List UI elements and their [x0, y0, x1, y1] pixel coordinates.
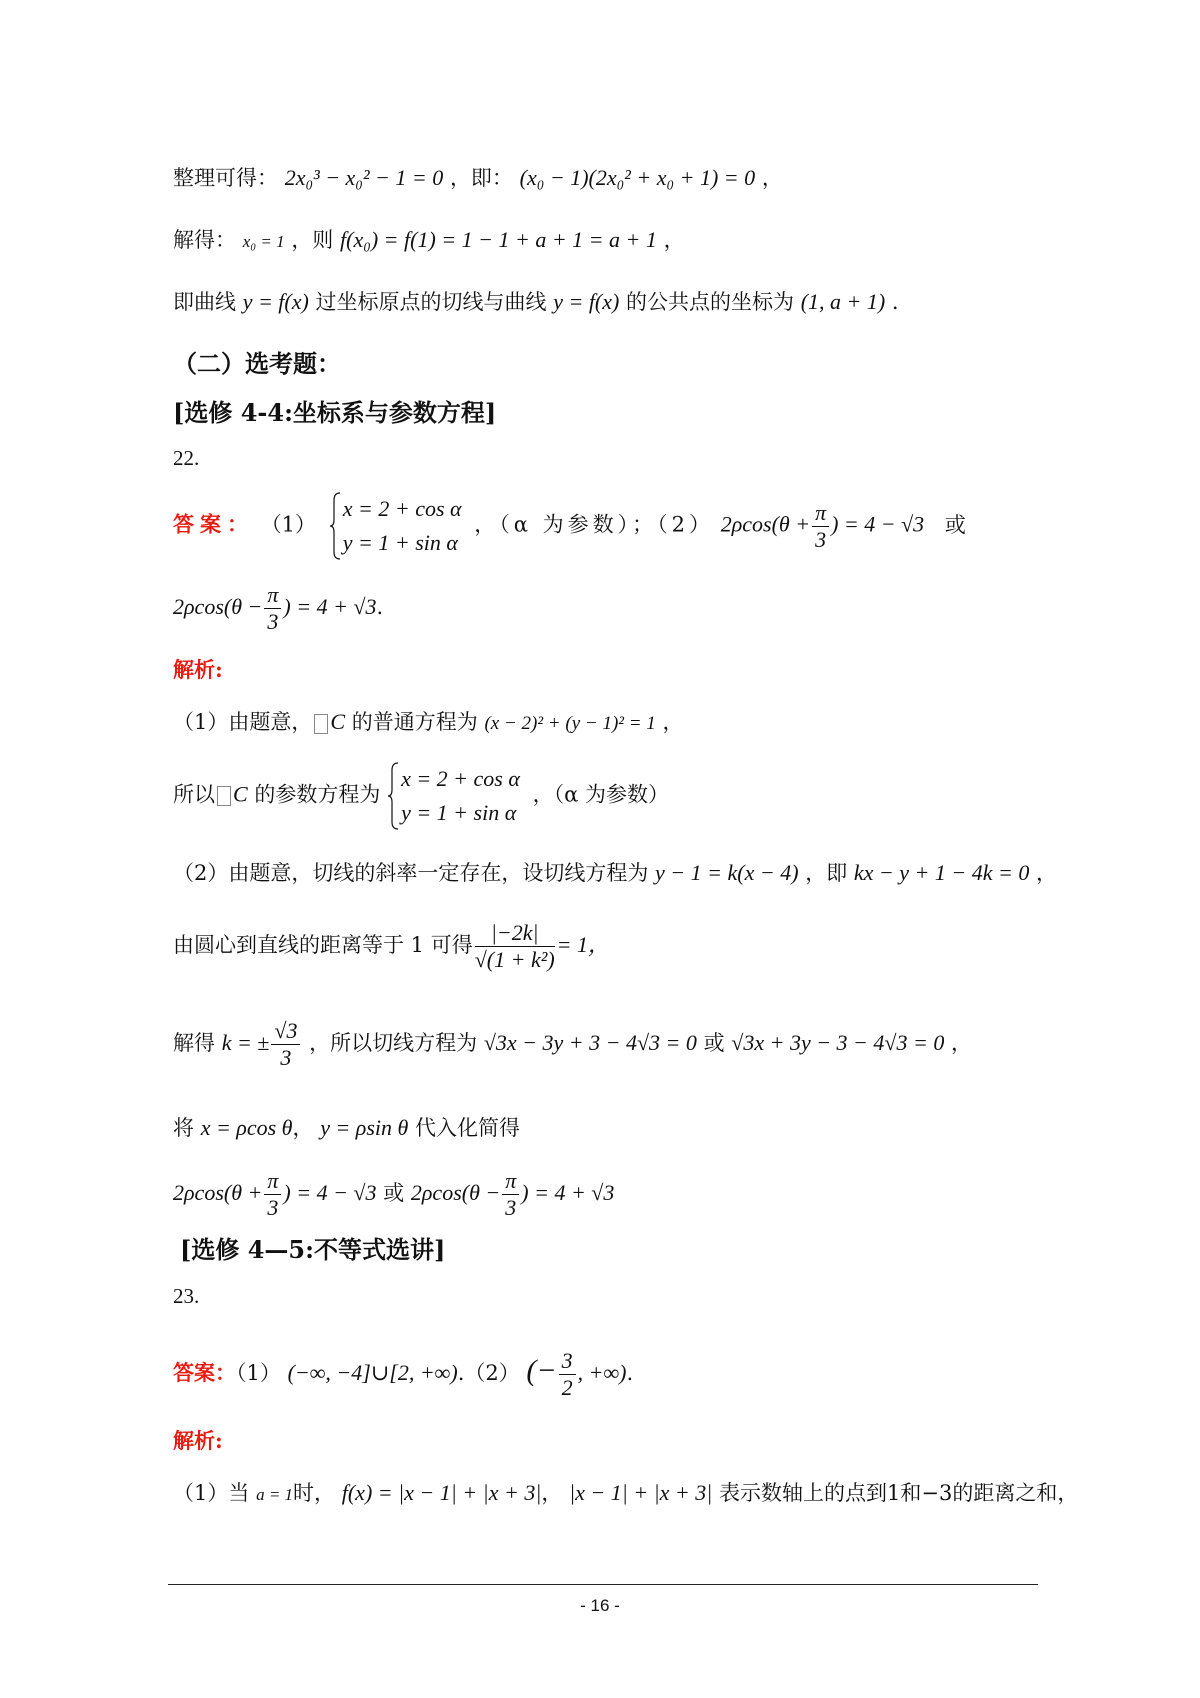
text: ，（α 为参数） — [532, 782, 669, 807]
solution-22-2 — [173, 762, 669, 830]
equation: y = f(x) — [553, 289, 620, 314]
analysis-label: 解析: — [173, 657, 223, 682]
text: （1） — [260, 512, 317, 537]
text: . — [626, 1361, 634, 1385]
text: ， — [663, 228, 685, 252]
numerator: π — [264, 1168, 281, 1195]
section-heading-4-5: [选修 4—5:不等式选讲] — [180, 1235, 446, 1264]
brace-icon — [387, 762, 399, 830]
fraction — [502, 1168, 519, 1221]
text: 由圆心到直线的距离等于 1 可得 — [173, 933, 473, 957]
answer-22 — [173, 492, 966, 560]
solution-22-1 — [173, 707, 683, 739]
solution-22-7 — [173, 1168, 614, 1221]
equation: y = ρsin θ — [320, 1115, 409, 1140]
text: 或 — [703, 1031, 725, 1055]
numerator: π — [502, 1168, 519, 1195]
equation: x = ρcos θ — [200, 1115, 293, 1140]
text: ，即： — [449, 166, 513, 190]
equation: y = 1 + sin α — [401, 800, 517, 825]
section-heading-4-4: [选修 4-4:坐标系与参数方程] — [173, 398, 497, 427]
text: 所以 — [173, 782, 215, 807]
equation: 2ρcos(θ + — [173, 1180, 263, 1205]
text: （1）当 — [173, 1481, 250, 1505]
section-heading-electives: （二）选考题： — [173, 349, 341, 378]
equation: √3x + 3y − 3 − 4√3 = 0 — [731, 1030, 945, 1055]
text: 即曲线 — [173, 290, 236, 314]
equation: y − 1 = k(x − 4) — [655, 860, 799, 885]
analysis-label: 解析: — [173, 1428, 223, 1453]
equation: y = 1 + sin α — [342, 530, 458, 555]
fraction — [264, 1168, 281, 1221]
text: 将 — [173, 1116, 194, 1140]
text: ，（α 为参数）；（2） — [474, 512, 714, 537]
text: . — [891, 290, 899, 314]
equation: x₀ = 1 — [242, 232, 285, 251]
denominator: 3 — [280, 1045, 292, 1070]
text: （2）由题意，切线的斜率一定存在，设切线方程为 — [173, 861, 649, 885]
equation: ) = 4 + √3 — [521, 1180, 615, 1205]
text: 时， — [293, 1481, 336, 1505]
text: 整理可得： — [173, 166, 278, 190]
footer-rule — [168, 1584, 1038, 1585]
circle-symbol-icon — [314, 714, 328, 734]
text: .（2） — [457, 1361, 520, 1385]
solution-22-4 — [173, 920, 610, 973]
circle-symbol-icon — [217, 786, 231, 806]
equation: 2ρcos(θ + — [720, 511, 811, 537]
text: ，所以切线方程为 — [309, 1031, 478, 1055]
fraction — [475, 920, 555, 973]
fraction — [264, 582, 281, 635]
equation: (− — [526, 1354, 557, 1387]
numerator: √3 — [271, 1018, 300, 1045]
parametric-system — [387, 762, 520, 830]
equation: x = 2 + cos α — [401, 766, 520, 791]
equation: C — [233, 781, 248, 807]
text: （1） — [236, 1361, 281, 1385]
numerator: 3 — [559, 1348, 576, 1375]
text: 的参数方程为 — [254, 782, 381, 807]
equation: 2ρcos(θ − — [410, 1180, 501, 1205]
text: （1）由题意， — [173, 710, 313, 734]
text: ， — [541, 1481, 563, 1505]
equation: , +∞) — [577, 1360, 627, 1385]
equation: = 1， — [556, 932, 611, 957]
equation: 2x₀³ − x₀² − 1 = 0 — [284, 165, 444, 190]
text: 代入化简得 — [415, 1116, 521, 1140]
text: 的普通方程为 — [351, 710, 478, 734]
equation: f(x₀) = f(1) = 1 − 1 + a + 1 = a + 1 — [340, 227, 657, 252]
solution-line-1 — [173, 163, 783, 193]
equation: (−∞, −4]∪[2, +∞) — [287, 1360, 458, 1385]
text: 或 — [383, 1181, 405, 1205]
text: ， — [292, 1116, 314, 1140]
solution-line-2 — [173, 225, 685, 257]
solution-23-1 — [173, 1478, 1078, 1510]
fraction — [559, 1348, 576, 1401]
equation: y = f(x) — [242, 289, 309, 314]
equation: kx − y + 1 − 4k = 0 — [853, 860, 1030, 885]
answer-22-cont — [173, 582, 383, 635]
text: 过坐标原点的切线与曲线 — [315, 290, 547, 314]
page-number: - 16 - — [580, 1596, 620, 1615]
solution-22-6 — [173, 1113, 520, 1143]
solution-line-3 — [173, 287, 899, 317]
equation: |x − 1| + |x + 3| — [569, 1480, 713, 1505]
brace-icon — [329, 492, 341, 560]
denominator: 3 — [267, 1195, 279, 1220]
parametric-system — [329, 492, 462, 560]
equation: C — [330, 709, 346, 734]
solution-22-3 — [173, 858, 1057, 888]
text: ， — [951, 1031, 973, 1055]
answer-label: 答案： — [173, 511, 254, 537]
answer-23 — [173, 1348, 633, 1401]
fraction — [812, 500, 829, 553]
equation: k = ± — [221, 1030, 270, 1055]
fraction — [271, 1018, 300, 1071]
equation: a = 1 — [256, 1485, 294, 1504]
question-number-22: 22. — [173, 446, 200, 470]
text: 解得 — [173, 1031, 215, 1055]
denominator: 3 — [267, 609, 279, 634]
text: ，即 — [805, 861, 848, 885]
equation: 2ρcos(θ − — [173, 594, 263, 619]
equation: (x − 2)² + (y − 1)² = 1 — [484, 713, 656, 734]
equation: √3x − 3y + 3 − 4√3 = 0 — [483, 1030, 697, 1055]
equation: x = 2 + cos α — [342, 496, 462, 521]
equation: ) = 4 + √3 — [283, 594, 377, 619]
equation: (1, a + 1) — [800, 289, 886, 314]
question-number-23: 23. — [173, 1284, 200, 1308]
text: 或 — [944, 512, 966, 537]
equation: ) = 4 − √3 — [831, 511, 925, 537]
text: ， — [761, 166, 783, 190]
text: 解得： — [173, 228, 236, 252]
text: ， — [1036, 861, 1058, 885]
numerator: π — [264, 582, 281, 609]
denominator: 3 — [815, 526, 827, 552]
numerator: π — [812, 500, 829, 527]
equation: ) = 4 − √3 — [283, 1180, 377, 1205]
denominator: 3 — [505, 1195, 517, 1220]
text: 的公共点的坐标为 — [626, 290, 795, 314]
equation: (x₀ − 1)(2x₀² + x₀ + 1) = 0 — [519, 165, 756, 190]
text: 表示数轴上的点到1和−3的距离之和， — [719, 1481, 1079, 1505]
numerator: |−2k| — [475, 920, 555, 947]
text: ， — [662, 710, 684, 734]
answer-label: 答案： — [173, 1360, 236, 1385]
solution-22-5 — [173, 1018, 972, 1071]
text: . — [376, 595, 384, 619]
denominator: √(1 + k²) — [474, 947, 555, 972]
text: ，则 — [291, 228, 334, 252]
equation: f(x) = |x − 1| + |x + 3| — [341, 1480, 542, 1505]
denominator: 2 — [561, 1375, 573, 1400]
